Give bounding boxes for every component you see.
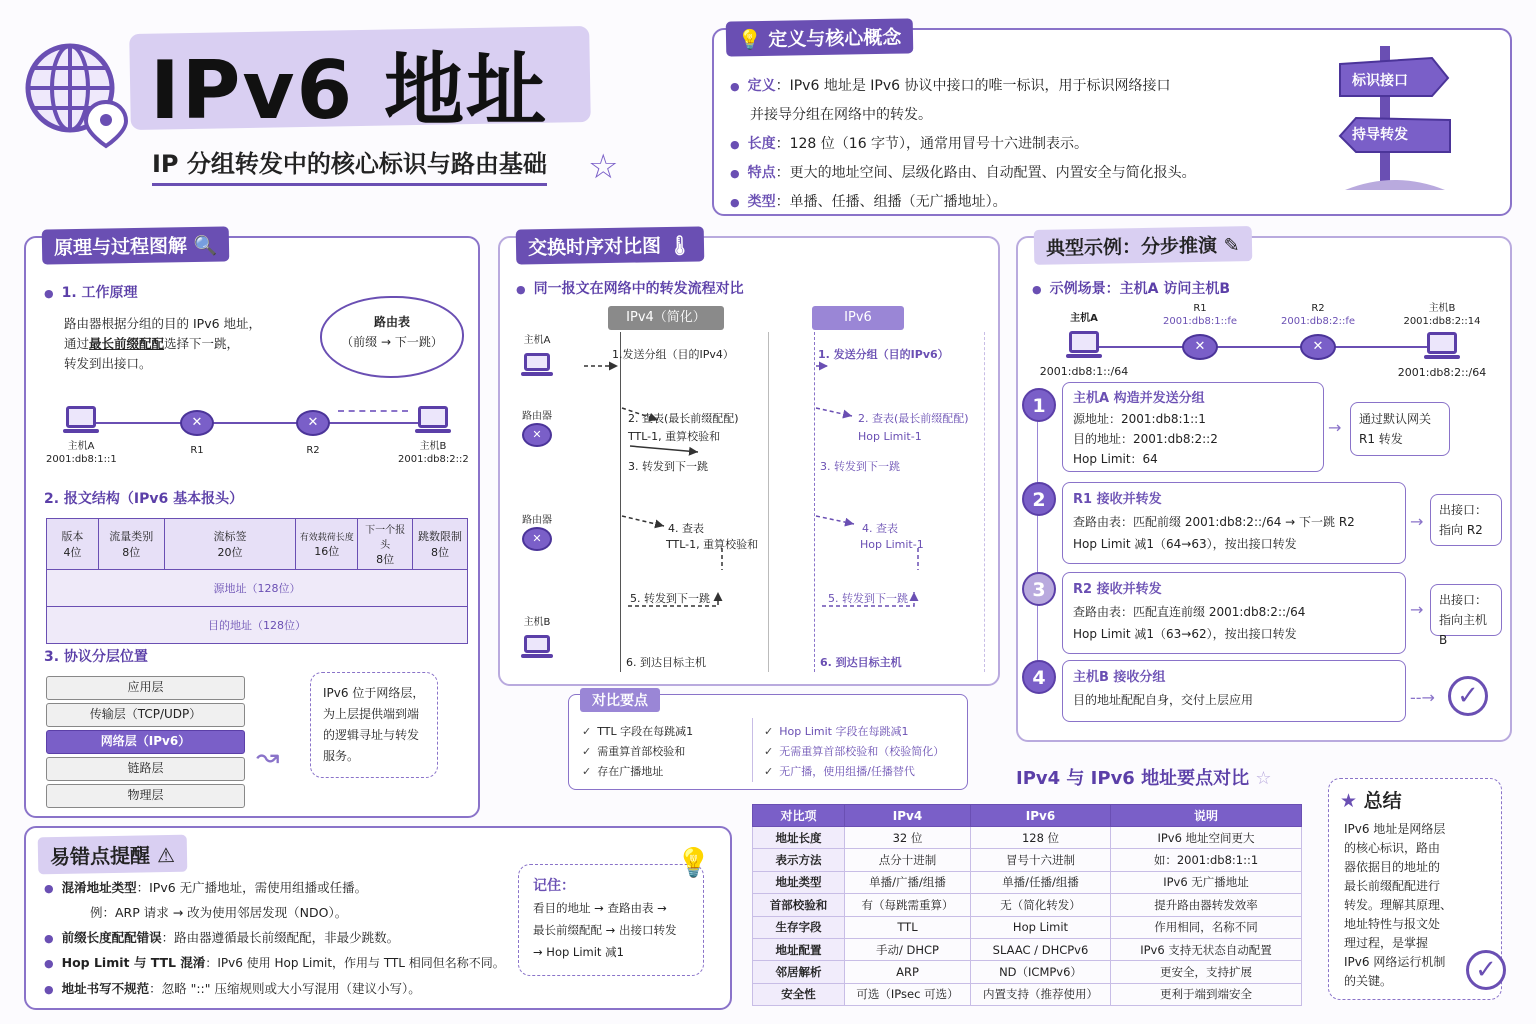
step-number: 2 — [1022, 482, 1056, 516]
sequence-title-text: 交换时序对比图 — [527, 235, 662, 260]
v4-step: TTL-1, 重算校验和 — [666, 538, 759, 551]
step-line: Hop Limit 减1（63→62），按出接口转发 — [1073, 627, 1297, 641]
step-card — [1062, 660, 1406, 722]
principle-host-b — [398, 406, 468, 466]
step-title: 主机B 接收分组 — [1073, 670, 1166, 685]
principle-s1-line3: 转发到出接口。 — [64, 356, 152, 371]
pitfalls-list — [44, 876, 524, 1002]
summary-line: IPv6 网络运行机制 — [1344, 955, 1446, 969]
ipv6-header-table — [46, 518, 468, 644]
computer-icon — [418, 406, 448, 428]
cell: IPv6 支持无状态自动配置 — [1111, 938, 1302, 960]
cell: TTL — [845, 916, 971, 938]
layer-application: 应用层 — [46, 676, 245, 700]
step-title: 主机A 构造并发送分组 — [1073, 391, 1205, 406]
step-side-note — [1430, 584, 1502, 647]
memo-line: 最长前缀配配 → 出接口转发 — [533, 923, 677, 937]
check-circle-icon: ✓ — [1448, 676, 1488, 716]
header-field — [413, 519, 468, 570]
sequence-arrows — [498, 330, 998, 680]
cell: 地址类型 — [753, 871, 845, 893]
cell: 地址长度 — [753, 827, 845, 849]
v4-step: 5. 转发到下一跳 — [630, 592, 710, 605]
ex-r1-addr: 2001:db8:1::fe — [1162, 316, 1238, 327]
compare-left-list — [582, 722, 693, 782]
cell: 32 位 — [845, 827, 971, 849]
layer-note-line: 服务。 — [323, 749, 360, 763]
router-icon: ✕ — [522, 423, 552, 447]
cell: 作用相同，名称不同 — [1111, 916, 1302, 938]
lane-b-label: 主机B — [523, 617, 551, 628]
layer-note-line: 为上层提供端到端 — [323, 707, 420, 721]
summary-line: 地址特性与报文处 — [1344, 917, 1441, 931]
header-field — [47, 519, 99, 570]
side-line: 出接口： — [1439, 503, 1488, 517]
length-label: 长度 — [747, 136, 776, 152]
compare-right-item: ✓ 无广播，使用组播/任播替代 — [764, 762, 944, 782]
field-name: 流标签 — [213, 530, 247, 543]
cell: 无（简化转发） — [971, 894, 1111, 916]
v6-step: 2. 查表(最长前缀配配) — [858, 412, 969, 425]
comparison-title — [1016, 764, 1272, 790]
field-name: 跳数限制 — [418, 530, 463, 543]
magnifier-icon: 🔍 — [193, 234, 218, 257]
cell: 更利于端到端安全 — [1111, 983, 1302, 1005]
page-title: IPv6 地址 — [150, 44, 549, 137]
table-row — [753, 983, 1302, 1005]
ex-r1-label: R1 — [1193, 303, 1207, 314]
definition-text: IPv6 地址是 IPv6 协议中接口的唯一标识，用于标识网络接口 — [789, 78, 1171, 94]
step-line: 目的地址配配自身，交付上层应用 — [1073, 693, 1254, 707]
star-icon: ☆ — [588, 147, 619, 187]
field-bits: 4位 — [63, 546, 82, 559]
definition-list — [730, 72, 1310, 217]
principle-topology-line — [84, 422, 434, 424]
ex-r2-label: R2 — [1311, 303, 1325, 314]
step-card — [1062, 572, 1406, 654]
ex-host-b-addr: 2001:db8:2::14 — [1403, 316, 1481, 327]
comparison-header: 说明 — [1111, 805, 1302, 827]
star-icon: ☆ — [1255, 768, 1272, 789]
feature-label: 特点 — [747, 165, 776, 181]
v6-step: 6. 到达目标主机 — [820, 656, 902, 669]
type-item: ● 类型：单播、任播、组播（无广播地址）。 — [730, 188, 1310, 217]
cell: 提升路由器转发效率 — [1111, 894, 1302, 916]
v4-step: 3. 转发到下一跳 — [628, 460, 708, 473]
step-line: 源地址：2001:db8:1::1 — [1073, 412, 1206, 426]
layer-physical: 物理层 — [46, 784, 245, 808]
step-line: 目的地址：2001:db8:2::2 — [1073, 432, 1218, 446]
side-line: 指向主机B — [1439, 613, 1488, 647]
summary-line: 最长前缀配配进行 — [1344, 879, 1441, 893]
compare-right-item: ✓ 无需重算首部校验和（校验简化） — [764, 742, 944, 762]
cell: IPv6 地址空间更大 — [1111, 827, 1302, 849]
pitfall-label: 混淆地址类型 — [61, 880, 137, 895]
lane-r2-label: 路由器 — [522, 515, 552, 526]
comparison-title-text: IPv4 与 IPv6 地址要点对比 — [1016, 768, 1250, 789]
comparison-table — [752, 804, 1302, 1006]
summary-line: IPv6 地址是网络层 — [1344, 822, 1446, 836]
compare-left-item: ✓ 存在广播地址 — [582, 762, 693, 782]
computer-icon — [1427, 332, 1457, 354]
principle-s1-title: ● 1. 工作原理 — [44, 282, 138, 302]
src-address-field: 源地址（128位） — [47, 570, 468, 607]
v4-step: 4. 查表 — [668, 522, 704, 535]
field-bits: 8位 — [122, 546, 141, 559]
cell: 更安全，支持扩展 — [1111, 961, 1302, 983]
cell: 生存字段 — [753, 916, 845, 938]
step-arrow-icon: → — [1410, 512, 1424, 531]
header-field — [98, 519, 164, 570]
field-bits: 20位 — [217, 546, 243, 559]
pitfalls-title — [38, 835, 188, 875]
warning-icon: ⚠ — [156, 842, 176, 868]
cell: ND（ICMPv6） — [971, 961, 1111, 983]
thermometer-icon: 🌡 — [667, 234, 692, 257]
ipv4-col-header: IPv4（简化） — [608, 306, 724, 330]
principle-s1-line1: 路由器根据分组的目的 IPv6 地址， — [64, 316, 262, 331]
example-scene: ● 示例场景：主机A 访问主机B — [1032, 278, 1230, 298]
field-name: 流量类别 — [109, 530, 154, 543]
table-row — [753, 894, 1302, 916]
host-b-addr: 2001:db8:2::2 — [398, 454, 469, 465]
cell: 内置支持（推荐使用） — [971, 983, 1111, 1005]
ex-host-b-net: 2001:db8:2::/64 — [1397, 366, 1487, 379]
v4-step: 6. 到达目标主机 — [626, 656, 706, 669]
lane-r1-label: 路由器 — [522, 411, 552, 422]
principle-title — [42, 226, 230, 264]
principle-s3-title: 3. 协议分层位置 — [44, 649, 148, 665]
summary-line: 转发。理解其原理、 — [1344, 898, 1453, 912]
field-bits: 8位 — [376, 553, 395, 566]
cell: 地址配置 — [753, 938, 845, 960]
step-line: 查路由表：匹配前缀 2001:db8:2::/64 → 下一跳 R2 — [1073, 515, 1355, 529]
step-line: Hop Limit 减1（64→63），按出接口转发 — [1073, 537, 1297, 551]
step-card — [1062, 482, 1406, 564]
cell: SLAAC / DHCPv6 — [971, 938, 1111, 960]
example-flow-line — [1037, 420, 1038, 670]
field-name: 有效载荷长度 — [299, 532, 354, 543]
cell: 有（每跳需重算） — [845, 894, 971, 916]
header-field — [296, 519, 358, 570]
sequence-title — [516, 226, 704, 264]
table-row — [753, 938, 1302, 960]
v6-step: 1. 发送分组（目的IPv6） — [818, 348, 949, 361]
cell: 安全性 — [753, 983, 845, 1005]
r2-label: R2 — [306, 445, 320, 456]
pitfall-item — [44, 977, 524, 1002]
ipv6-col-header: IPv6 — [812, 306, 904, 330]
star-icon: ★ — [1340, 790, 1358, 812]
layer-note — [310, 672, 438, 778]
definition-title — [726, 18, 914, 56]
lightbulb-icon: 💡 — [737, 29, 762, 52]
cell: 可选（IPsec 可选） — [845, 983, 971, 1005]
step-title: R2 接收并转发 — [1073, 582, 1162, 597]
principle-s1-l2a: 通过 — [64, 336, 90, 351]
table-row — [753, 916, 1302, 938]
router-icon: ✕ — [1182, 334, 1218, 360]
pitfall-item — [44, 876, 524, 901]
step-number: 4 — [1022, 660, 1056, 694]
principle-s1-l2c: 选择下一跳， — [164, 336, 240, 351]
principle-title-text: 原理与过程图解 — [53, 235, 188, 260]
pitfall-text: ：路由器遵循最长前缀配配，非最少跳数。 — [161, 929, 400, 945]
cell: 首部校验和 — [753, 894, 845, 916]
pitfall-example: 例：ARP 请求 → 改为使用邻居发现（NDO）。 — [90, 905, 348, 921]
v4-step: TTL-1, 重算校验和 — [628, 430, 721, 443]
definition-item: ● 定义：IPv6 地址是 IPv6 协议中接口的唯一标识，用于标识网络接口 — [730, 72, 1310, 101]
pitfall-text: ：IPv6 无广播地址，需使用组播或任播。 — [136, 880, 368, 895]
step-arrow-icon: --→ — [1410, 688, 1435, 707]
principle-s1-text — [64, 314, 324, 374]
memo-box — [518, 864, 704, 976]
type-label: 类型 — [747, 194, 776, 210]
header-field — [358, 519, 413, 570]
step-side-note — [1430, 494, 1502, 546]
example-host-a — [1034, 312, 1134, 378]
step-line: Hop Limit：64 — [1073, 452, 1158, 466]
step-side-note — [1350, 402, 1450, 456]
pencil-icon: ✎ — [1223, 234, 1240, 257]
comparison-header: 对比项 — [753, 805, 845, 827]
summary-title — [1340, 786, 1402, 813]
cell: 邻居解析 — [753, 961, 845, 983]
v6-step: 4. 查表 — [862, 522, 898, 535]
summary-text — [1344, 820, 1484, 991]
step-arrow-icon: → — [1410, 600, 1424, 619]
side-line: 出接口： — [1439, 593, 1488, 607]
sequence-sub: ● 同一报文在网络中的转发流程对比 — [516, 278, 744, 298]
feature-item: ● 特点：更大的地址空间、层级化路由、自动配置、内置安全与简化报头。 — [730, 159, 1310, 188]
sign-text-1: 标识接口 — [1352, 73, 1408, 89]
comparison-header: IPv6 — [971, 805, 1111, 827]
layer-arrow-icon: ↝ — [256, 740, 280, 773]
compare-left-item: ✓ 需重算首部校验和 — [582, 742, 693, 762]
memo-line: 看目的地址 → 查路由表 → — [533, 901, 667, 915]
field-bits: 8位 — [431, 546, 450, 559]
pitfall-label: 前缀长度配配错误 — [61, 929, 162, 945]
ex-host-a-addr: 2001:db8:1::/64 — [1039, 365, 1129, 378]
principle-r2 — [292, 410, 334, 457]
pitfall-label: 地址书写不规范 — [61, 980, 150, 996]
router-icon: ✕ — [522, 527, 552, 551]
length-text: 128 位（16 字节），通常用冒号十六进制表示。 — [789, 136, 1089, 152]
side-line: R1 转发 — [1359, 432, 1403, 446]
cell: IPv6 无广播地址 — [1111, 871, 1302, 893]
pitfall-label: Hop Limit 与 TTL 混淆 — [61, 955, 206, 971]
length-item: ● 长度：128 位（16 字节），通常用冒号十六进制表示。 — [730, 130, 1310, 159]
dst-address-field: 目的地址（128位） — [47, 607, 468, 644]
definition-title-text: 定义与核心概念 — [768, 26, 902, 51]
field-name: 版本 — [61, 530, 84, 543]
computer-icon — [1069, 331, 1099, 353]
cell: 手动/ DHCP — [845, 938, 971, 960]
sign-text-2: 持导转发 — [1352, 127, 1408, 143]
compare-left-item: ✓ TTL 字段在每跳减1 — [582, 722, 693, 742]
ex-r2-addr: 2001:db8:2::fe — [1280, 316, 1356, 327]
v4-step: 1.发送分组（目的IPv4） — [612, 348, 734, 361]
compare-divider — [752, 718, 753, 782]
layer-note-line: IPv6 位于网络层， — [323, 686, 425, 700]
example-host-b — [1394, 302, 1490, 379]
cell: 单播/任播/组播 — [971, 871, 1111, 893]
step-card — [1062, 382, 1324, 472]
ex-host-b-label: 主机B — [1428, 303, 1456, 314]
summary-line: 的核心标识，路由 — [1344, 841, 1441, 855]
pitfall-text: ：忽略 "::" 压缩规则或大小写混用（建议小写）。 — [149, 980, 421, 996]
r1-label: R1 — [190, 445, 204, 456]
principle-s2-title: 2. 报文结构（IPv6 基本报头） — [44, 491, 244, 507]
cell: 表示方法 — [753, 849, 845, 871]
field-name: 下一个报头 — [365, 525, 406, 551]
principle-r1 — [176, 410, 218, 457]
summary-line: 的关键。 — [1344, 974, 1393, 988]
definition-label: 定义 — [747, 78, 776, 94]
cell: 点分十进制 — [845, 849, 971, 871]
v6-step: Hop Limit-1 — [858, 430, 922, 443]
example-title-text: 典型示例：分步推演 — [1045, 234, 1218, 260]
cell: 单播/广播/组播 — [845, 871, 971, 893]
principle-s1-line2 — [64, 334, 324, 354]
principle-host-a — [46, 406, 116, 466]
router-icon: ✕ — [180, 410, 214, 436]
table-row — [753, 871, 1302, 893]
memo-line: → Hop Limit 减1 — [533, 945, 624, 959]
step-number: 1 — [1022, 388, 1056, 422]
routing-table-cloud — [320, 296, 464, 378]
side-line: 通过默认网关 — [1359, 412, 1432, 426]
signpost-icon — [1330, 40, 1460, 200]
step-number: 3 — [1022, 572, 1056, 606]
v4-step: 2. 查表(最长前缀配配) — [628, 412, 739, 425]
example-r2 — [1276, 302, 1360, 360]
side-line: 指向 R2 — [1439, 523, 1483, 537]
step-line: 查路由表：匹配直连前缀 2001:db8:2::/64 — [1073, 605, 1306, 619]
check-circle-icon: ✓ — [1466, 950, 1506, 990]
memo-title: 记住： — [533, 878, 575, 894]
pitfall-text: ：IPv6 使用 Hop Limit，作用与 TTL 相同但名称不同。 — [205, 956, 505, 971]
host-b-label: 主机B — [419, 441, 447, 452]
compare-points-title: 对比要点 — [580, 688, 660, 712]
example-r1 — [1160, 302, 1240, 360]
cloud-line1: 路由表 — [373, 315, 410, 329]
pitfall-item — [44, 951, 524, 976]
computer-icon — [66, 406, 96, 428]
compare-right-list — [764, 722, 944, 782]
v6-step: 3. 转发到下一跳 — [820, 460, 900, 473]
example-topology-line — [1088, 346, 1432, 348]
cell: 冒号十六进制 — [971, 849, 1111, 871]
definition-text-cont: 并接导分组在网络中的转发。 — [750, 107, 932, 123]
router-icon: ✕ — [296, 410, 330, 436]
table-row — [753, 849, 1302, 871]
summary-line: 理过程，是掌握 — [1344, 936, 1429, 950]
cell: Hop Limit — [971, 916, 1111, 938]
layer-transport: 传输层（TCP/UDP） — [46, 703, 245, 727]
cell: 如：2001:db8:1::1 — [1111, 849, 1302, 871]
layer-network: 网络层（IPv6） — [46, 730, 245, 754]
v6-step: Hop Limit-1 — [860, 538, 924, 551]
type-text: 单播、任播、组播（无广播地址）。 — [789, 194, 1007, 210]
table-row — [753, 827, 1302, 849]
cell: ARP — [845, 961, 971, 983]
table-row — [753, 961, 1302, 983]
header-field — [164, 519, 296, 570]
summary-title-text: 总结 — [1363, 790, 1402, 812]
cell: 128 位 — [971, 827, 1111, 849]
cloud-line2: （前缀 → 下一跳） — [341, 335, 443, 349]
host-a-label: 主机A — [67, 441, 95, 452]
pitfall-item — [44, 926, 524, 951]
compare-right-item: ✓ Hop Limit 字段在每跳减1 — [764, 722, 944, 742]
lane-a-label: 主机A — [523, 335, 551, 346]
page-subtitle: IP 分组转发中的核心标识与路由基础 — [152, 144, 547, 186]
comparison-header: IPv4 — [845, 805, 971, 827]
summary-line: 器依据目的地址的 — [1344, 860, 1441, 874]
principle-s1-l2b: 最长前缀配配 — [89, 336, 165, 351]
step-arrow-icon: → — [1328, 418, 1342, 437]
example-title — [1034, 226, 1252, 265]
field-bits: 16位 — [314, 544, 340, 558]
globe-pin-icon — [20, 38, 132, 150]
lightbulb-icon: 💡 — [676, 846, 711, 879]
layer-link: 链路层 — [46, 757, 245, 781]
feature-text: 更大的地址空间、层级化路由、自动配置、内置安全与简化报头。 — [789, 165, 1196, 181]
layer-note-line: 的逻辑寻址与转发 — [323, 728, 420, 742]
pitfalls-title-text: 易错点提醒 — [49, 843, 151, 870]
host-a-addr: 2001:db8:1::1 — [46, 454, 117, 465]
step-title: R1 接收并转发 — [1073, 492, 1162, 507]
ex-host-a-label: 主机A — [1070, 313, 1098, 324]
v6-step: 5. 转发到下一跳 — [828, 592, 908, 605]
router-icon: ✕ — [1300, 334, 1336, 360]
